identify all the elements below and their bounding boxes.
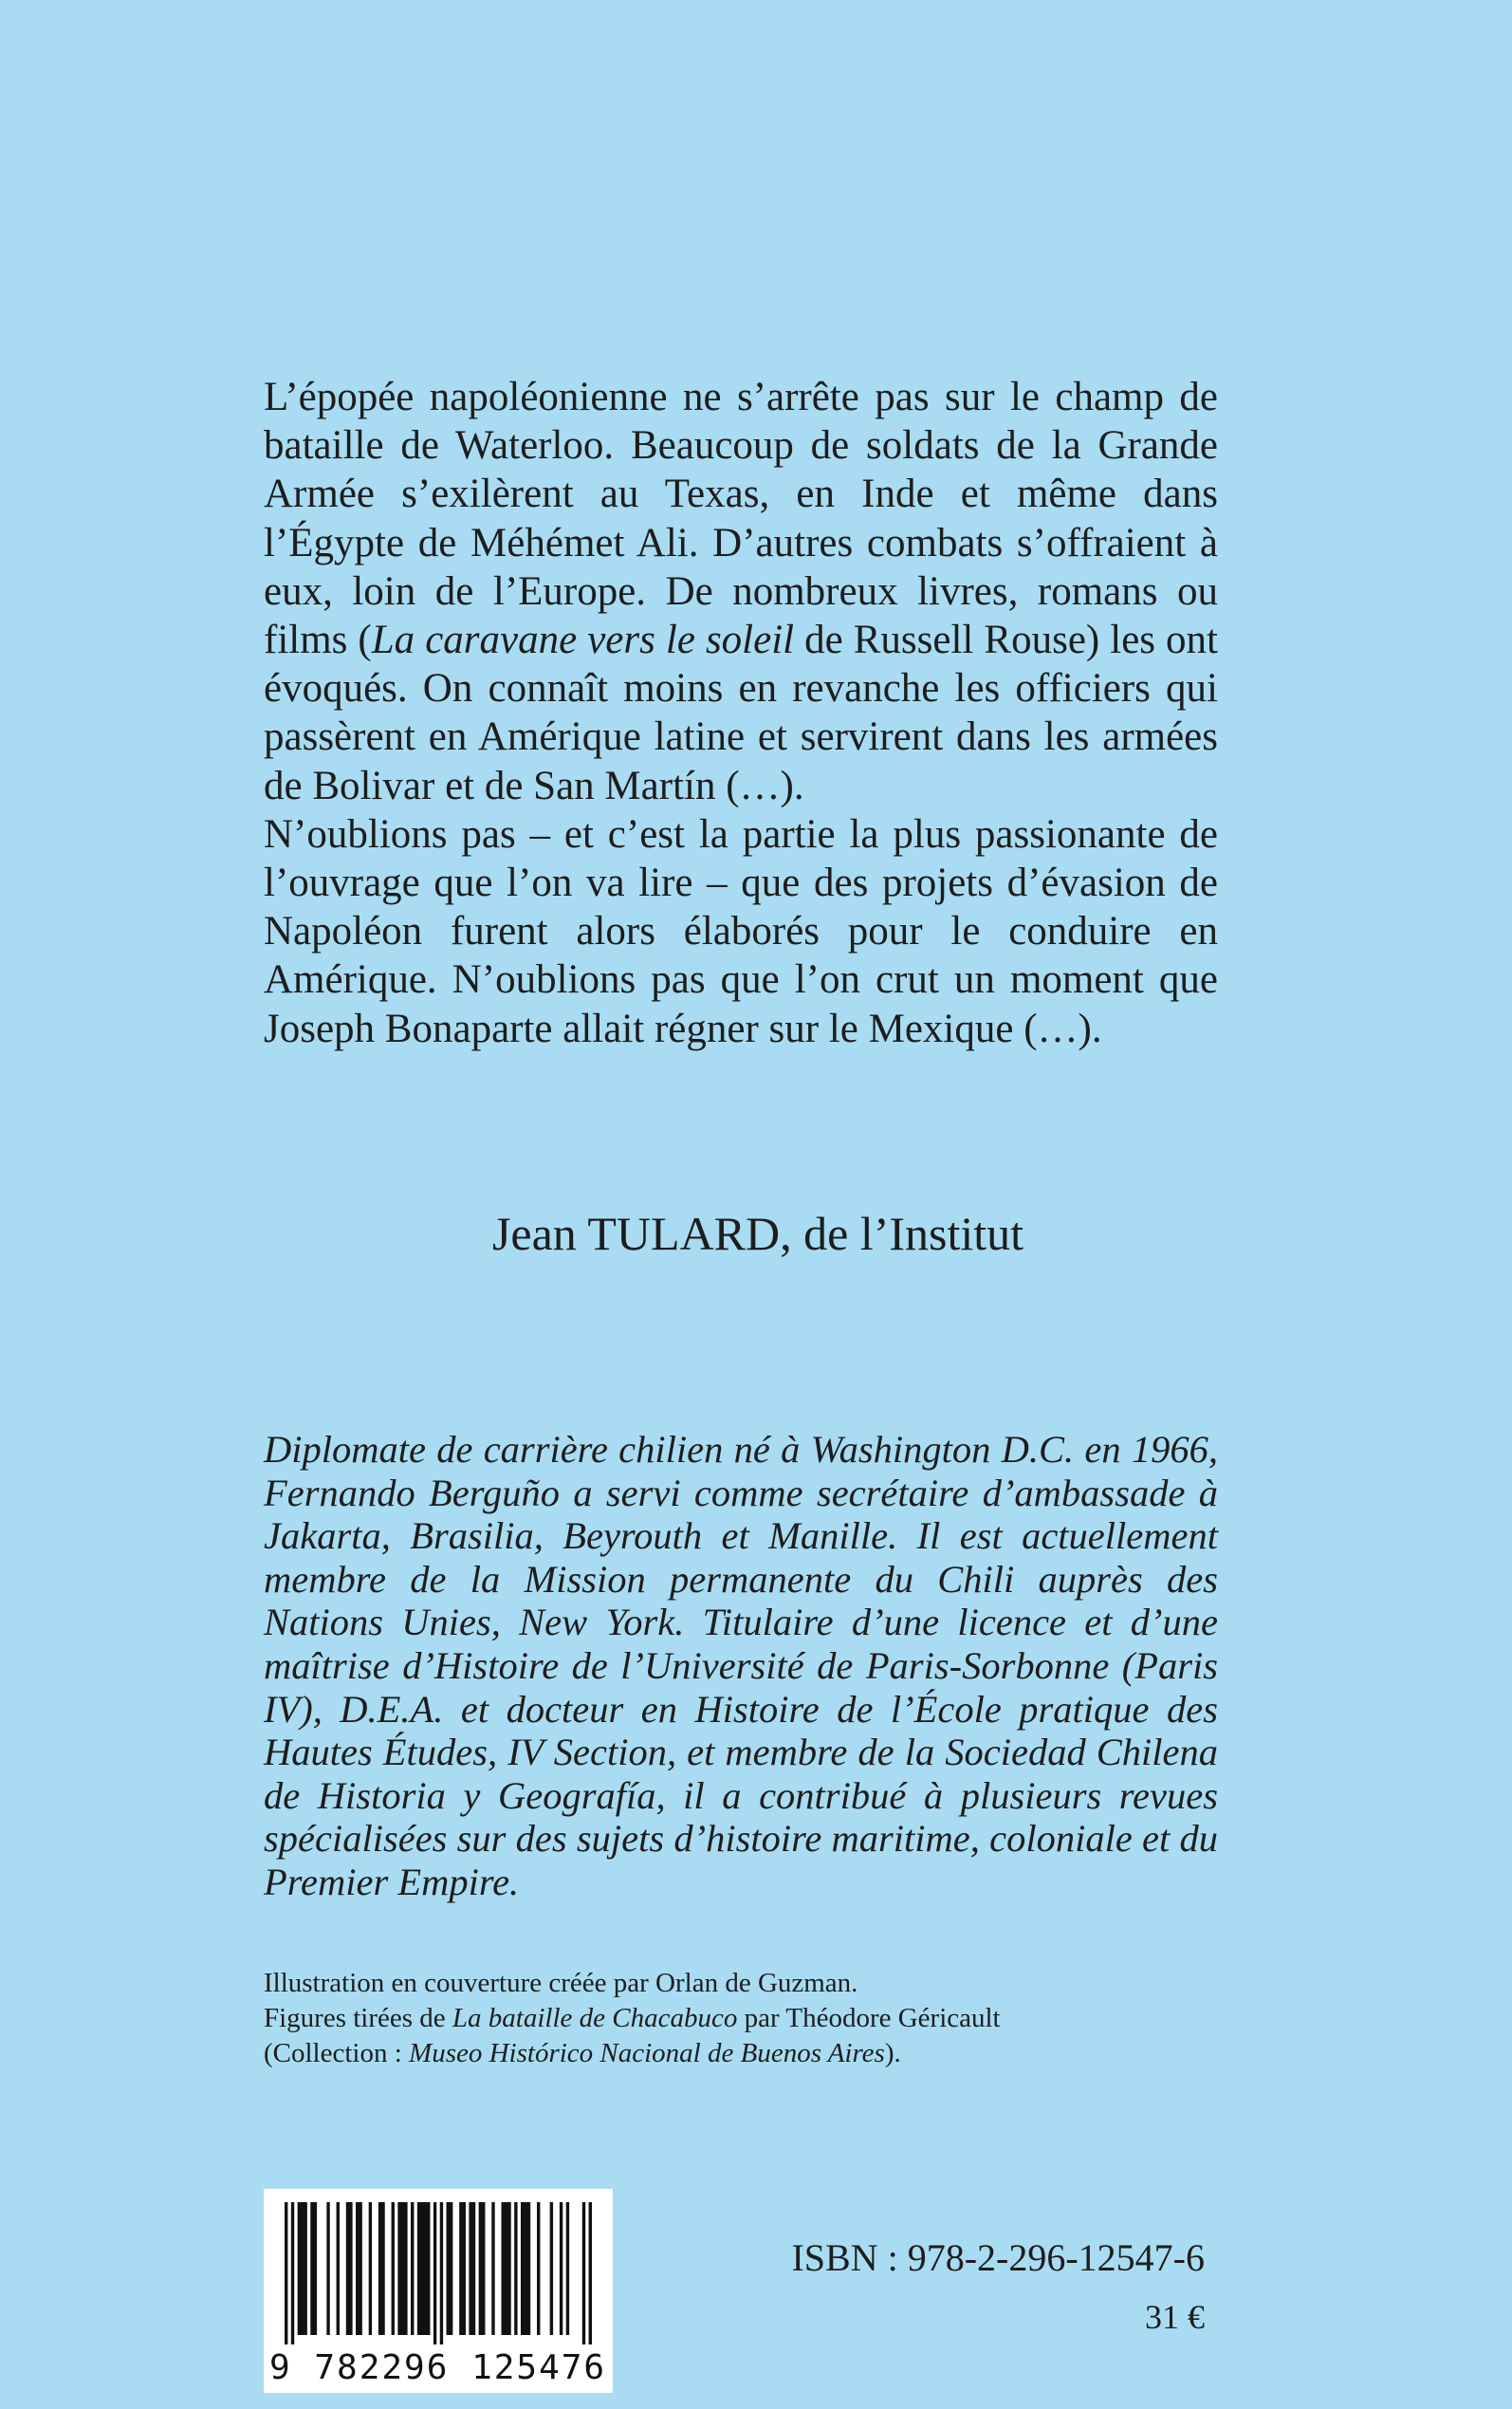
barcode-bar xyxy=(589,2202,592,2344)
credit-line: Illustration en couverture créée par Orlan de Guzman. xyxy=(264,1968,858,1998)
barcode-bar xyxy=(491,2202,494,2335)
author-biography: Diplomate de carrière chilien né à Washington D.C. en 1966, Fernando Berguño a servi comme secrétaire d’ambassade à Jakarta, Brasilia, Beyrouth et Manille. Il est actuellement membre de la Mission permanente du Chili auprès des Nations Unies, New York. Titulaire d’une licence et d’une maîtrise d’Histoire de l’Université de Paris-Sorbonne (Paris IV), D.E.A. et docteur en Histoire de l’École pratique des Hautes Études, IV Section, et membre de la Sociedad Chilena de Historia y Geografía, il a contribué à plusieurs revues spécialisées sur des sujets d’histoire maritime, coloniale et du Premier Empire. xyxy=(264,1428,1218,1903)
preface-signature xyxy=(0,1205,1512,1262)
barcode-digits: 9 782296 125476 xyxy=(269,2348,607,2387)
barcode-bar xyxy=(298,2202,307,2335)
barcode-bar xyxy=(514,2202,517,2335)
barcode-bar xyxy=(440,2202,443,2344)
barcode-bar xyxy=(433,2202,436,2344)
barcode-bar xyxy=(560,2202,562,2335)
barcode-bar xyxy=(285,2202,287,2344)
barcode-bars xyxy=(285,2202,592,2344)
museum-name: Museo Histórico Nacional de Buenos Aires xyxy=(409,2038,885,2068)
barcode-bar xyxy=(550,2202,553,2335)
barcode-bar xyxy=(502,2202,511,2335)
signature-text: Jean TULARD, de l’Institut xyxy=(491,1207,1024,1260)
credit-text: ). xyxy=(884,2038,901,2068)
barcode-bar xyxy=(582,2202,585,2344)
blurb-text: de Russell Rouse) les ont évoqués. On connaît moins en revanche les officiers qui passèrent en Amérique latine et servirent dans les armées de Bolivar et de San Martín (…). xyxy=(264,618,1218,808)
barcode-bar xyxy=(291,2202,294,2344)
barcode-bar xyxy=(356,2202,362,2335)
credit-text: (Collection : xyxy=(264,2038,410,2068)
credit-line xyxy=(264,2001,1260,2036)
blurb-paragraph-2: N’oublions pas – et c’est la partie la plus passionante de l’ouvrage que l’on va lire – que des projets d’évasion de Napoléon furent alors élaborés pour le conduire en Amérique. N’oublions pas que l’on crut un moment que Joseph Bonaparte allait régner sur le Mexique (…). xyxy=(264,811,1218,1051)
barcode-bar xyxy=(378,2202,385,2335)
painting-title: La bataille de Chacabuco xyxy=(452,2003,738,2033)
credit-line xyxy=(264,2036,1260,2071)
blurb-paragraph-1 xyxy=(264,373,1218,810)
barcode-bar xyxy=(469,2202,475,2335)
barcode-bar xyxy=(447,2202,453,2335)
barcode xyxy=(264,2189,613,2393)
barcode-bar xyxy=(369,2202,372,2335)
barcode-bar xyxy=(346,2202,353,2335)
barcode-bar xyxy=(459,2202,466,2335)
film-title: La caravane vers le soleil xyxy=(371,618,795,663)
price: 31 € xyxy=(1145,2298,1205,2336)
barcode-bar xyxy=(326,2202,329,2335)
barcode-bar xyxy=(397,2202,407,2335)
barcode-bar xyxy=(537,2202,540,2335)
credit-text: par Théodore Géricault xyxy=(737,2003,1001,2033)
blurb-text: L’épopée napoléonienne ne s’arrête pas sur le champ de bataille de Waterloo. Beaucoup de soldats de la Grande Armée s’exilèrent au Texas, en Inde et même dans l’Égypte de Méhémet Ali. D’autres combats s’offraient à eux, loin de l’Europe. De nombreux livres, romans ou films ( xyxy=(264,375,1218,663)
barcode-bar xyxy=(411,2202,414,2335)
barcode-bar xyxy=(479,2202,486,2335)
barcode-bar xyxy=(566,2202,569,2335)
barcode-bar xyxy=(337,2202,340,2335)
credit-text: Figures tirées de xyxy=(264,2003,452,2033)
barcode-bar xyxy=(310,2202,317,2335)
isbn-number: ISBN : 978-2-296-12547-6 xyxy=(791,2236,1205,2279)
barcode-bar xyxy=(521,2202,530,2335)
back-cover-blurb xyxy=(264,373,1218,1053)
image-credits xyxy=(264,1966,1260,2071)
barcode-bar xyxy=(392,2202,395,2335)
barcode-bar xyxy=(417,2202,431,2335)
